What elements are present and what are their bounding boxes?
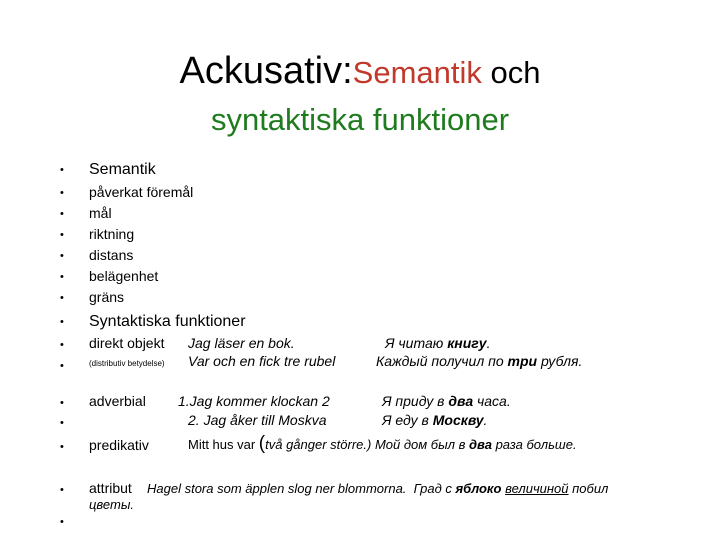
text-part: Я читаю bbox=[385, 335, 448, 351]
direkt-objekt-label: direkt objekt bbox=[89, 335, 165, 351]
adverbial-example1-ru bbox=[382, 392, 511, 410]
text-part-bold: два bbox=[448, 393, 474, 409]
text-part: . bbox=[486, 335, 491, 351]
text-part: Град с bbox=[413, 481, 456, 496]
direkt-example-ru bbox=[385, 334, 490, 352]
bullet: • bbox=[60, 397, 64, 409]
bullet: • bbox=[60, 417, 64, 429]
bullet: • bbox=[60, 271, 64, 283]
bullet: • bbox=[60, 360, 64, 372]
title-part-ackusativ: Ackusativ: bbox=[179, 50, 353, 92]
bullet: • bbox=[60, 164, 64, 176]
text-part: Каждый получил по bbox=[376, 353, 508, 369]
text-part-bold: яблоко bbox=[455, 481, 502, 496]
semantik-item: påverkat föremål bbox=[89, 184, 194, 200]
direkt-example-sv: Jag läser en bok. bbox=[188, 335, 295, 351]
text-part: Мой дом был в bbox=[371, 437, 470, 452]
adverbial-example1-sv: 1.Jag kommer klockan 2 bbox=[178, 393, 330, 409]
bullet: • bbox=[60, 441, 64, 453]
text-part-paren: ( bbox=[258, 433, 266, 454]
text-part: рубля. bbox=[537, 353, 583, 369]
adverbial-example2-sv: 2. Jag åker till Moskva bbox=[188, 412, 327, 428]
text-part-bold: книгу bbox=[447, 335, 487, 351]
semantik-heading: Semantik bbox=[89, 161, 156, 178]
text-part-bold: Москву bbox=[432, 412, 484, 428]
text-part-bold: два bbox=[469, 437, 492, 452]
text-part: två gånger större.) bbox=[265, 437, 372, 452]
distributive-example-ru bbox=[376, 352, 582, 370]
semantik-item: belägenhet bbox=[89, 268, 159, 284]
attribut-label: attribut bbox=[89, 480, 132, 496]
text-part: Mitt hus var bbox=[188, 437, 259, 452]
text-part-underlined: величиной bbox=[505, 481, 569, 496]
distributive-note: (distributiv betydelse) bbox=[89, 359, 165, 368]
text-part: Hagel stora som äpplen slog ner blommorna. bbox=[147, 481, 407, 496]
page-subtitle: syntaktiska funktioner bbox=[210, 102, 510, 137]
bullet: • bbox=[60, 229, 64, 241]
adverbial-example2-ru bbox=[382, 411, 487, 429]
attribut-example-line2: цветы. bbox=[89, 497, 135, 512]
semantik-item: gräns bbox=[89, 289, 125, 305]
bullet: • bbox=[60, 208, 64, 220]
bullet: • bbox=[60, 250, 64, 262]
bullet: • bbox=[60, 516, 64, 528]
attribut-example bbox=[147, 481, 608, 497]
predikativ-label: predikativ bbox=[89, 437, 149, 453]
bullet: • bbox=[60, 187, 64, 199]
predikativ-example bbox=[188, 433, 577, 456]
text-part: Я приду в bbox=[382, 393, 449, 409]
bullet: • bbox=[60, 484, 64, 496]
bullet: • bbox=[60, 292, 64, 304]
page-title bbox=[0, 48, 720, 96]
semantik-item: mål bbox=[89, 205, 112, 221]
text-part: Я еду в bbox=[382, 412, 433, 428]
adverbial-label: adverbial bbox=[89, 393, 146, 409]
semantik-item: riktning bbox=[89, 226, 135, 242]
title-part-och: och bbox=[481, 55, 541, 90]
bullet: • bbox=[60, 316, 64, 328]
bullet: • bbox=[60, 339, 64, 351]
semantik-item: distans bbox=[89, 247, 134, 263]
text-part: раза больше. bbox=[491, 437, 577, 452]
syntax-heading: Syntaktiska funktioner bbox=[89, 313, 246, 330]
text-part: часа. bbox=[473, 393, 511, 409]
title-part-semantik: Semantik bbox=[352, 55, 482, 90]
text-part: . bbox=[483, 412, 488, 428]
text-part: побил bbox=[568, 481, 609, 496]
text-part-bold: три bbox=[507, 353, 538, 369]
distributive-example-sv: Var och en fick tre rubel bbox=[188, 353, 336, 369]
